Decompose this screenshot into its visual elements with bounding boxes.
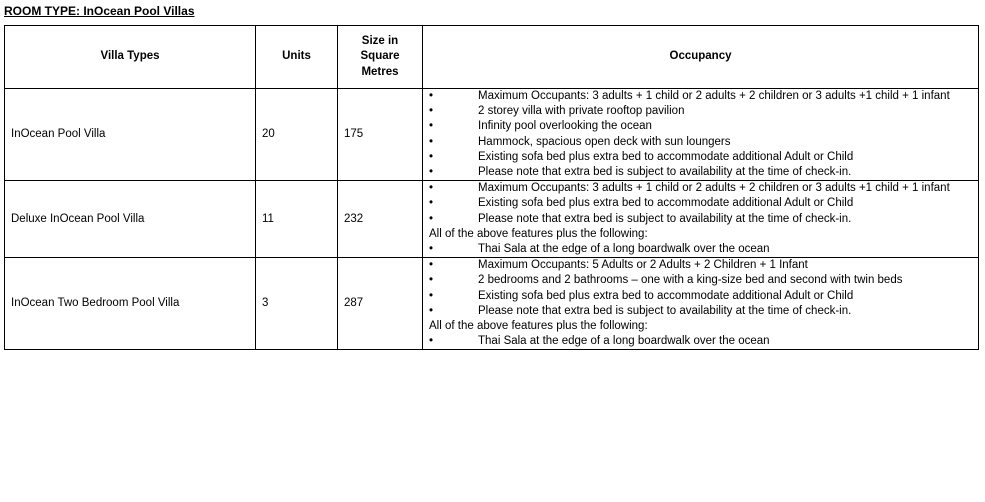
occupancy-cell: [423, 89, 979, 181]
header-occupancy: Occupancy: [423, 26, 979, 89]
occupancy-item: • 2 storey villa with private rooftop pavilion: [429, 104, 972, 119]
occupancy-item: • Please note that extra bed is subject to availability at the time of check-in.: [429, 165, 972, 180]
header-villa-types: Villa Types: [5, 26, 256, 89]
occupancy-list: [429, 89, 972, 180]
units-cell: 11: [256, 181, 338, 258]
occupancy-item: • Hammock, spacious open deck with sun loungers: [429, 135, 972, 150]
occupancy-item: • Existing sofa bed plus extra bed to accommodate additional Adult or Child: [429, 196, 972, 211]
occupancy-item: • Existing sofa bed plus extra bed to accommodate additional Adult or Child: [429, 150, 972, 165]
villa-type-cell: Deluxe InOcean Pool Villa: [5, 181, 256, 258]
occupancy-item: • Maximum Occupants: 3 adults + 1 child or 2 adults + 2 children or 3 adults +1 child + 1 infant: [429, 89, 972, 104]
occupancy-item: • Please note that extra bed is subject to availability at the time of check-in.: [429, 304, 972, 319]
features-note: All of the above features plus the following:: [429, 320, 648, 333]
occupancy-list: [429, 181, 972, 227]
header-units: Units: [256, 26, 338, 89]
table-body: [5, 89, 979, 350]
extra-features-list: [429, 334, 972, 349]
features-note: All of the above features plus the following:: [429, 227, 648, 240]
occupancy-list: [429, 258, 972, 319]
villa-table: [4, 25, 979, 350]
extra-features-list: [429, 242, 972, 257]
occupancy-item: • Maximum Occupants: 3 adults + 1 child or 2 adults + 2 children or 3 adults +1 child + 1 infant: [429, 181, 972, 196]
villa-type-cell: InOcean Two Bedroom Pool Villa: [5, 258, 256, 350]
occupancy-item: • 2 bedrooms and 2 bathrooms – one with a king-size bed and second with twin beds: [429, 273, 972, 288]
units-cell: 3: [256, 258, 338, 350]
size-cell: 287: [338, 258, 423, 350]
size-cell: 232: [338, 181, 423, 258]
table-row: [5, 181, 979, 258]
occupancy-item: • Infinity pool overlooking the ocean: [429, 119, 972, 134]
villa-type-cell: InOcean Pool Villa: [5, 89, 256, 181]
table-row: [5, 89, 979, 181]
extra-feature-item: • Thai Sala at the edge of a long boardwalk over the ocean: [429, 242, 972, 257]
header-size: Size in Square Metres: [338, 26, 423, 89]
size-cell: 175: [338, 89, 423, 181]
occupancy-cell: [423, 258, 979, 350]
table-row: [5, 258, 979, 350]
extra-feature-item: • Thai Sala at the edge of a long boardwalk over the ocean: [429, 334, 972, 349]
occupancy-cell: [423, 181, 979, 258]
occupancy-item: • Existing sofa bed plus extra bed to accommodate additional Adult or Child: [429, 289, 972, 304]
units-cell: 20: [256, 89, 338, 181]
occupancy-item: • Please note that extra bed is subject to availability at the time of check-in.: [429, 212, 972, 227]
occupancy-item: • Maximum Occupants: 5 Adults or 2 Adults + 2 Children + 1 Infant: [429, 258, 972, 273]
room-type-heading: ROOM TYPE: InOcean Pool Villas: [4, 4, 195, 18]
table-header-row: [5, 26, 979, 89]
